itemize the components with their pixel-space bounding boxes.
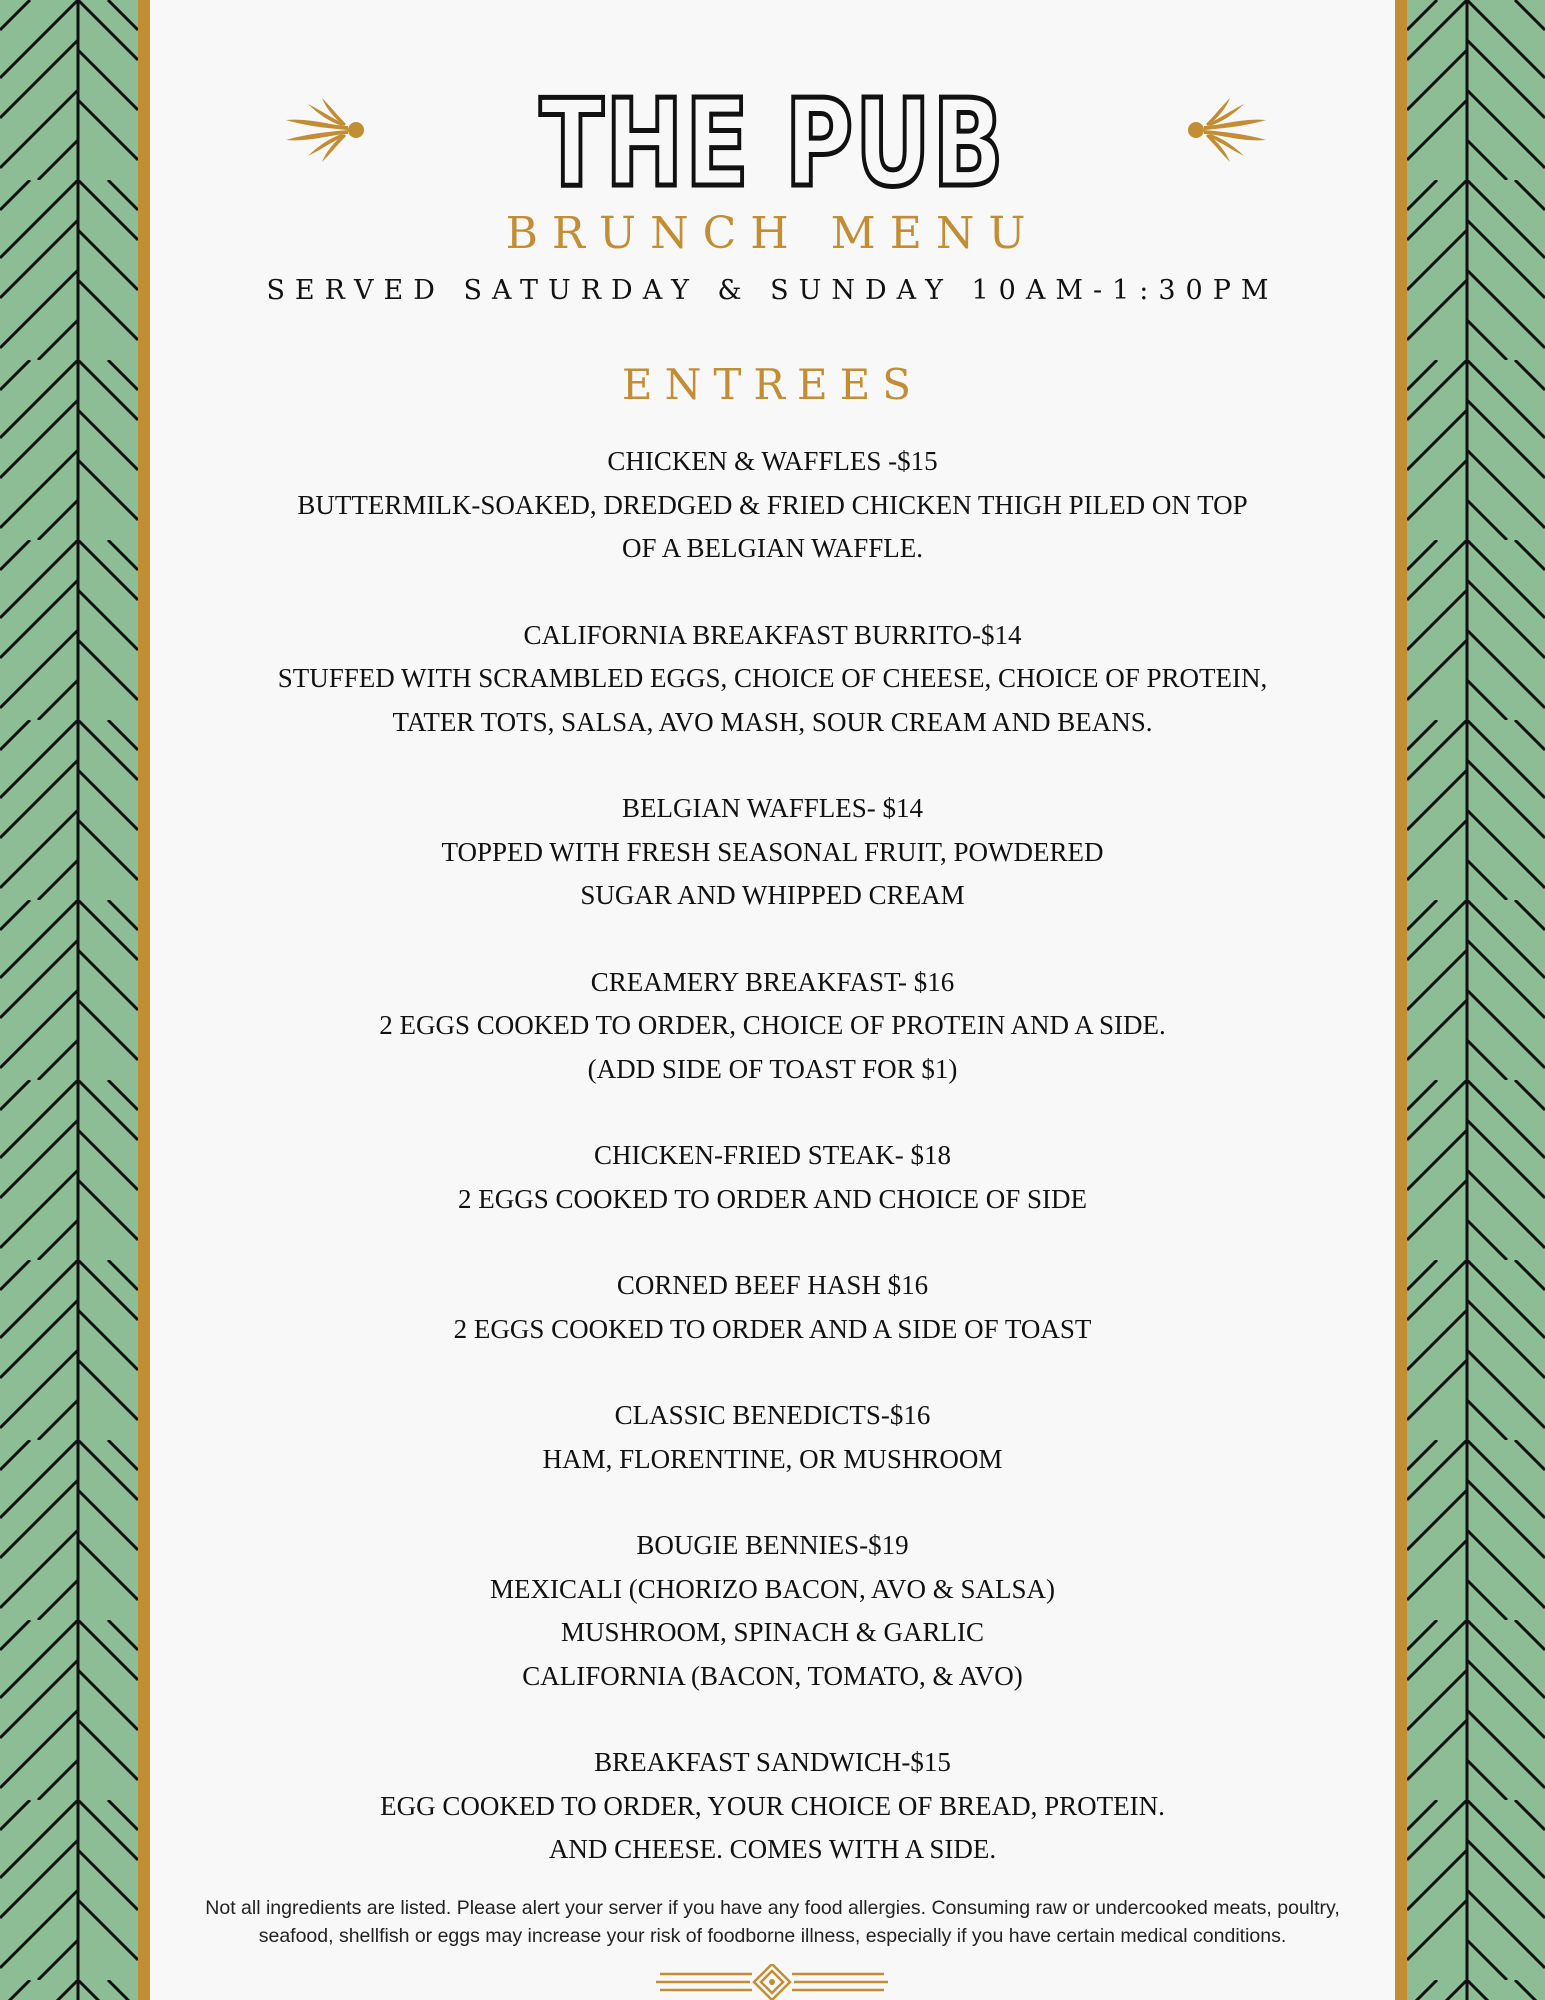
menu-item bbox=[150, 614, 1395, 745]
menu-item-line: CHICKEN-FRIED STEAK- $18 bbox=[594, 1140, 951, 1170]
section-title-entrees: ENTREES bbox=[621, 360, 924, 409]
menu-item-line: TATER TOTS, SALSA, AVO MASH, SOUR CREAM AND BEANS. bbox=[392, 706, 1153, 737]
menu-item bbox=[150, 1264, 1395, 1351]
menu-item bbox=[150, 1741, 1395, 1872]
right-lattice-border bbox=[1407, 0, 1545, 2000]
menu-item-line: MEXICALI (CHORIZO BACON, AVO & SALSA) bbox=[489, 1573, 1056, 1604]
menu-item-line: STUFFED WITH SCRAMBLED EGGS, CHOICE OF CHEESE, CHOICE OF PROTEIN, bbox=[277, 663, 1268, 693]
diamond-divider-ornament bbox=[656, 1964, 888, 2000]
disclaimer-line: Not all ingredients are listed. Please alert your server if you have any food allergies. Consuming raw or undercooked meats, poultry, bbox=[205, 1897, 1340, 1919]
menu-item-line: 2 EGGS COOKED TO ORDER AND A SIDE OF TOAST bbox=[453, 1313, 1092, 1344]
serving-hours: SERVED SATURDAY & SUNDAY 10AM-1:30PM bbox=[266, 275, 1279, 306]
menu-item-line: OF A BELGIAN WAFFLE. bbox=[621, 533, 924, 563]
menu-item-line: CALIFORNIA (BACON, TOMATO, & AVO) bbox=[522, 1660, 1023, 1691]
allergy-disclaimer bbox=[150, 1894, 1395, 1950]
menu-item-line: AND CHEESE. COMES WITH A SIDE. bbox=[548, 1834, 997, 1864]
menu-item bbox=[150, 1524, 1395, 1698]
menu-item-line: MUSHROOM, SPINACH & GARLIC bbox=[560, 1617, 985, 1647]
menu-item bbox=[150, 1134, 1395, 1221]
page-title: THE PUB bbox=[539, 75, 1006, 214]
menu-item bbox=[150, 787, 1395, 918]
menu-item-line: BUTTERMILK-SOAKED, DREDGED & FRIED CHICKEN THIGH PILED ON TOP bbox=[297, 489, 1248, 520]
menu-item-line: BOUGIE BENNIES-$19 bbox=[636, 1530, 909, 1560]
disclaimer-line: seafood, shellfish or eggs may increase your risk of foodborne illness, especially if you have certain medical conditions. bbox=[258, 1925, 1287, 1947]
menu-item-line: EGG COOKED TO ORDER, YOUR CHOICE OF BREAD, PROTEIN. bbox=[380, 1790, 1165, 1821]
menu-item-line: HAM, FLORENTINE, OR MUSHROOM bbox=[542, 1443, 1003, 1474]
menu-item-line: CREAMERY BREAKFAST- $16 bbox=[590, 966, 955, 997]
menu-item-line: TOPPED WITH FRESH SEASONAL FRUIT, POWDERED bbox=[441, 836, 1104, 867]
menu-item bbox=[150, 1394, 1395, 1481]
menu-subtitle: BRUNCH MENU bbox=[505, 208, 1040, 259]
menu-item bbox=[150, 440, 1395, 571]
menu-item-line: (ADD SIDE OF TOAST FOR $1) bbox=[587, 1053, 958, 1084]
menu-item bbox=[150, 961, 1395, 1092]
left-lattice-border bbox=[0, 0, 138, 2000]
menu-item-line: SUGAR AND WHIPPED CREAM bbox=[580, 880, 965, 910]
menu-item-line: CLASSIC BENEDICTS-$16 bbox=[614, 1400, 931, 1430]
menu-item-line: CHICKEN & WAFFLES -$15 bbox=[607, 446, 938, 476]
menu-panel bbox=[138, 0, 1407, 2000]
menu-item-line: CALIFORNIA BREAKFAST BURRITO-$14 bbox=[523, 619, 1022, 650]
menu-item-line: 2 EGGS COOKED TO ORDER AND CHOICE OF SIDE bbox=[457, 1183, 1088, 1214]
menu-item-line: 2 EGGS COOKED TO ORDER, CHOICE OF PROTEIN AND A SIDE. bbox=[379, 1010, 1166, 1040]
menu-item-line: CORNED BEEF HASH $16 bbox=[616, 1270, 929, 1300]
menu-items bbox=[150, 440, 1395, 1915]
menu-item-line: BELGIAN WAFFLES- $14 bbox=[621, 793, 923, 823]
menu-item-line: BREAKFAST SANDWICH-$15 bbox=[594, 1747, 951, 1777]
